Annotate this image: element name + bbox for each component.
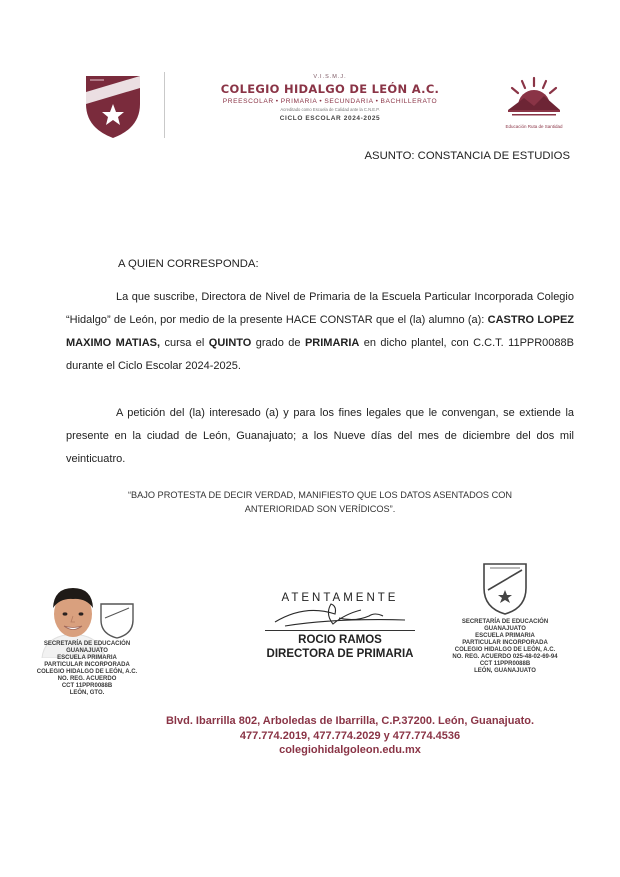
handwritten-signature xyxy=(265,600,415,630)
subject-line xyxy=(330,150,570,162)
signature-block xyxy=(255,592,425,660)
stamp-line: CCT 11PPR0088B xyxy=(61,683,113,689)
official-stamp-right xyxy=(440,560,570,675)
p1-text: grado de xyxy=(251,337,305,349)
school-name: COLEGIO HIDALGO DE LEÓN A.C. xyxy=(220,82,440,96)
stamp-line: COLEGIO HIDALGO DE LEÓN, A.C. xyxy=(454,647,556,653)
closing: ATENTAMENTE xyxy=(281,592,399,604)
stamp-shield-icon xyxy=(97,600,137,640)
stamp-line: NO. REG. ACUERDO xyxy=(57,676,117,682)
subject-label: ASUNTO: xyxy=(364,150,415,162)
school-crest-logo xyxy=(80,70,146,140)
stamp-line: PARTICULAR INCORPORADA xyxy=(462,640,548,646)
footer-contact xyxy=(130,714,570,758)
official-stamp-left xyxy=(22,600,152,697)
footer-phones: 477.774.2019, 477.774.2029 y 477.774.4536 xyxy=(239,729,461,742)
p1-text: La que suscribe, Directora de Nivel de Primaria de la Escuela Particular Incorporada Colegio “Hidalgo” de León, por medio de la presente HACE CONSTAR que el (la) alumno (a): xyxy=(66,291,574,326)
signature-line xyxy=(265,630,415,631)
level-item: BACHILLERATO xyxy=(380,98,438,105)
school-year: CICLO ESCOLAR 2024-2025 xyxy=(279,115,381,122)
p1-text: cursa el xyxy=(160,337,209,349)
sunrise-icon xyxy=(504,74,564,118)
letterhead xyxy=(180,74,480,122)
stamp-line: ESCUELA PRIMARIA xyxy=(475,633,535,639)
level-item: PRIMARIA xyxy=(280,98,318,105)
declaration xyxy=(120,488,520,516)
school-motto: V.I.S.M.J. xyxy=(313,74,347,80)
stamp-line: GUANAJUATO xyxy=(66,648,108,654)
stamp-text xyxy=(22,641,152,697)
stamp-line: SECRETARÍA DE EDUCACIÓN xyxy=(43,641,131,647)
student-name: CASTRO LOPEZ MAXIMO MATIAS, xyxy=(66,314,574,349)
p1-text: en dicho plantel, con C.C.T. 11PPR0088B durante el Ciclo Escolar 2024-2025. xyxy=(66,337,574,372)
school-levels: PREESCOLAR • PRIMARIA • SECUNDARIA • BACHILLERATO xyxy=(222,98,438,105)
sunrise-logo-caption: Educación Ruta de Santidad xyxy=(505,124,563,129)
stamp-line: LEÓN, GTO. xyxy=(69,690,105,696)
subject-value: CONSTANCIA DE ESTUDIOS xyxy=(417,150,570,162)
signer-title: DIRECTORA DE PRIMARIA xyxy=(266,648,414,660)
stamp-line: LEÓN, GUANAJUATO xyxy=(474,668,536,674)
stamp-line: GUANAJUATO xyxy=(484,626,526,632)
stamp-line: COLEGIO HIDALGO DE LEÓN, A.C. xyxy=(36,669,138,675)
grade: QUINTO xyxy=(208,337,252,349)
signer-name: ROCIO RAMOS xyxy=(298,634,382,646)
paragraph-certification xyxy=(66,286,574,378)
header-divider xyxy=(164,72,165,138)
stamp-shield-icon xyxy=(480,560,530,616)
stamp-line: ESCUELA PRIMARIA xyxy=(57,655,117,661)
accreditation-note: Acreditado como Escuela de Calidad ante la C.N.E.P. xyxy=(280,107,380,112)
salutation: A QUIEN CORRESPONDA: xyxy=(118,258,259,270)
paragraph-purpose: A petición del (la) interesado (a) y para los fines legales que le convengan, se extiende la presente en la ciudad de León, Guanajuato; a los Nueve días del mes de diciembre del dos mil veinticuatro. xyxy=(66,407,574,465)
footer-address: Blvd. Ibarrilla 802, Arboledas de Ibarrilla, C.P.37200. León, Guanajuato. xyxy=(165,715,535,727)
stamp-line: SECRETARÍA DE EDUCACIÓN xyxy=(461,619,549,625)
declaration-line: “BAJO PROTESTA DE DECIR VERDAD, MANIFIESTO QUE LOS DATOS ASENTADOS CON xyxy=(127,490,513,500)
sunrise-logo xyxy=(493,74,575,130)
level-item: SECUNDARIA xyxy=(324,98,374,105)
stamp-line: CCT 11PPR0088B xyxy=(479,661,531,667)
declaration-line: ANTERIORIDAD SON VERÍDICOS”. xyxy=(244,504,396,514)
footer-website[interactable]: colegiohidalgoleon.edu.mx xyxy=(279,744,421,756)
level: PRIMARIA xyxy=(304,337,360,349)
stamp-line: NO. REG. ACUERDO 025-48-02-69-94 xyxy=(452,654,558,660)
stamp-line: PARTICULAR INCORPORADA xyxy=(44,662,130,668)
level-item: PREESCOLAR xyxy=(222,98,274,105)
